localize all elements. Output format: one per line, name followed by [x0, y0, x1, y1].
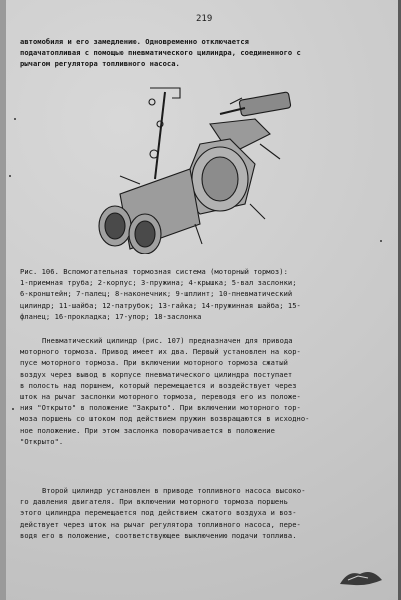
page-number: 219 — [196, 14, 213, 24]
intro-line: рычагом регулятора топливного насоса. — [20, 59, 180, 69]
body-line: ния "Открыто" в положение "Закрыто". При включении моторного тор- — [20, 403, 301, 413]
scan-speck — [14, 118, 16, 120]
caption-line: 6-кронштейн; 7-палец; 8-наконечник; 9-шплинт; 10-пневматический — [20, 289, 293, 299]
body-line: шток на рычаг заслонки моторного тормоза, переводя его из положе- — [20, 392, 301, 402]
intro-line: автомобиля и его замедлению. Одновременно отключается — [20, 37, 250, 46]
paragraph-pneumatic-cylinder — [20, 335, 386, 447]
body-line: воздух через вывод в корпусе пневматического цилиндра поступает — [20, 369, 293, 379]
body-line: ное положение. При этом заслонка поворачивается в положение — [20, 425, 275, 435]
body-line: действует через шток на рычаг регулятора топливного насоса, пере- — [20, 519, 301, 529]
control-rod — [155, 92, 165, 179]
paragraph-second-cylinder — [20, 485, 386, 541]
corner-stamp-mark — [338, 566, 384, 588]
scan-speck — [12, 408, 14, 410]
caption-line: фланец; 16-прокладка; 17-упор; 18-заслонка — [20, 311, 202, 321]
body-line: пусе моторного тормоза. При включении моторного тормоза сжатый — [20, 358, 288, 368]
body-line: Второй цилиндр установлен в приводе топливного насоса высоко- — [42, 486, 306, 495]
body-line: "Открыто". — [20, 436, 64, 446]
caption-line: 1-приемная труба; 2-корпус; 3-пружина; 4-крышка; 5-вал заслонки; — [20, 278, 297, 288]
engine-brake-illustration — [80, 84, 300, 254]
body-line: го давления двигателя. При включении моторного тормоза поршень — [20, 497, 288, 507]
figure-caption — [20, 266, 386, 322]
page-edge-shadow — [0, 0, 6, 600]
body-line: моторного тормоза. Привод имеет их два. Первый установлен на кор- — [20, 347, 301, 357]
scan-speck — [9, 175, 11, 177]
body-line: этого цилиндра перемещается под действием сжатого воздуха и воз- — [20, 508, 297, 518]
body-line: в полость над поршнем, который перемещается и воздействует через — [20, 380, 297, 390]
intro-paragraph — [20, 36, 386, 70]
body-line: водя его в положение, соответствующее выключению подачи топлива. — [20, 530, 297, 540]
intro-line: подачатопливая с помощью пневматического цилиндра, соединенного с — [20, 48, 301, 58]
body-line: моза поршень со штоком под действием пружин возвращаются в исходно- — [20, 414, 310, 424]
body-line: Пневматический цилиндр (рис. 107) предназначен для привода — [42, 336, 293, 345]
pneumatic-cylinder — [239, 92, 291, 116]
scan-speck — [380, 240, 382, 242]
figure-title: Рис. 106. Вспомогательная тормозная система (моторный тормоз): — [20, 267, 288, 276]
caption-line: цилиндр; 11-шайба; 12-патрубок; 13-гайка; 14-пружинная шайба; 15- — [20, 300, 301, 310]
